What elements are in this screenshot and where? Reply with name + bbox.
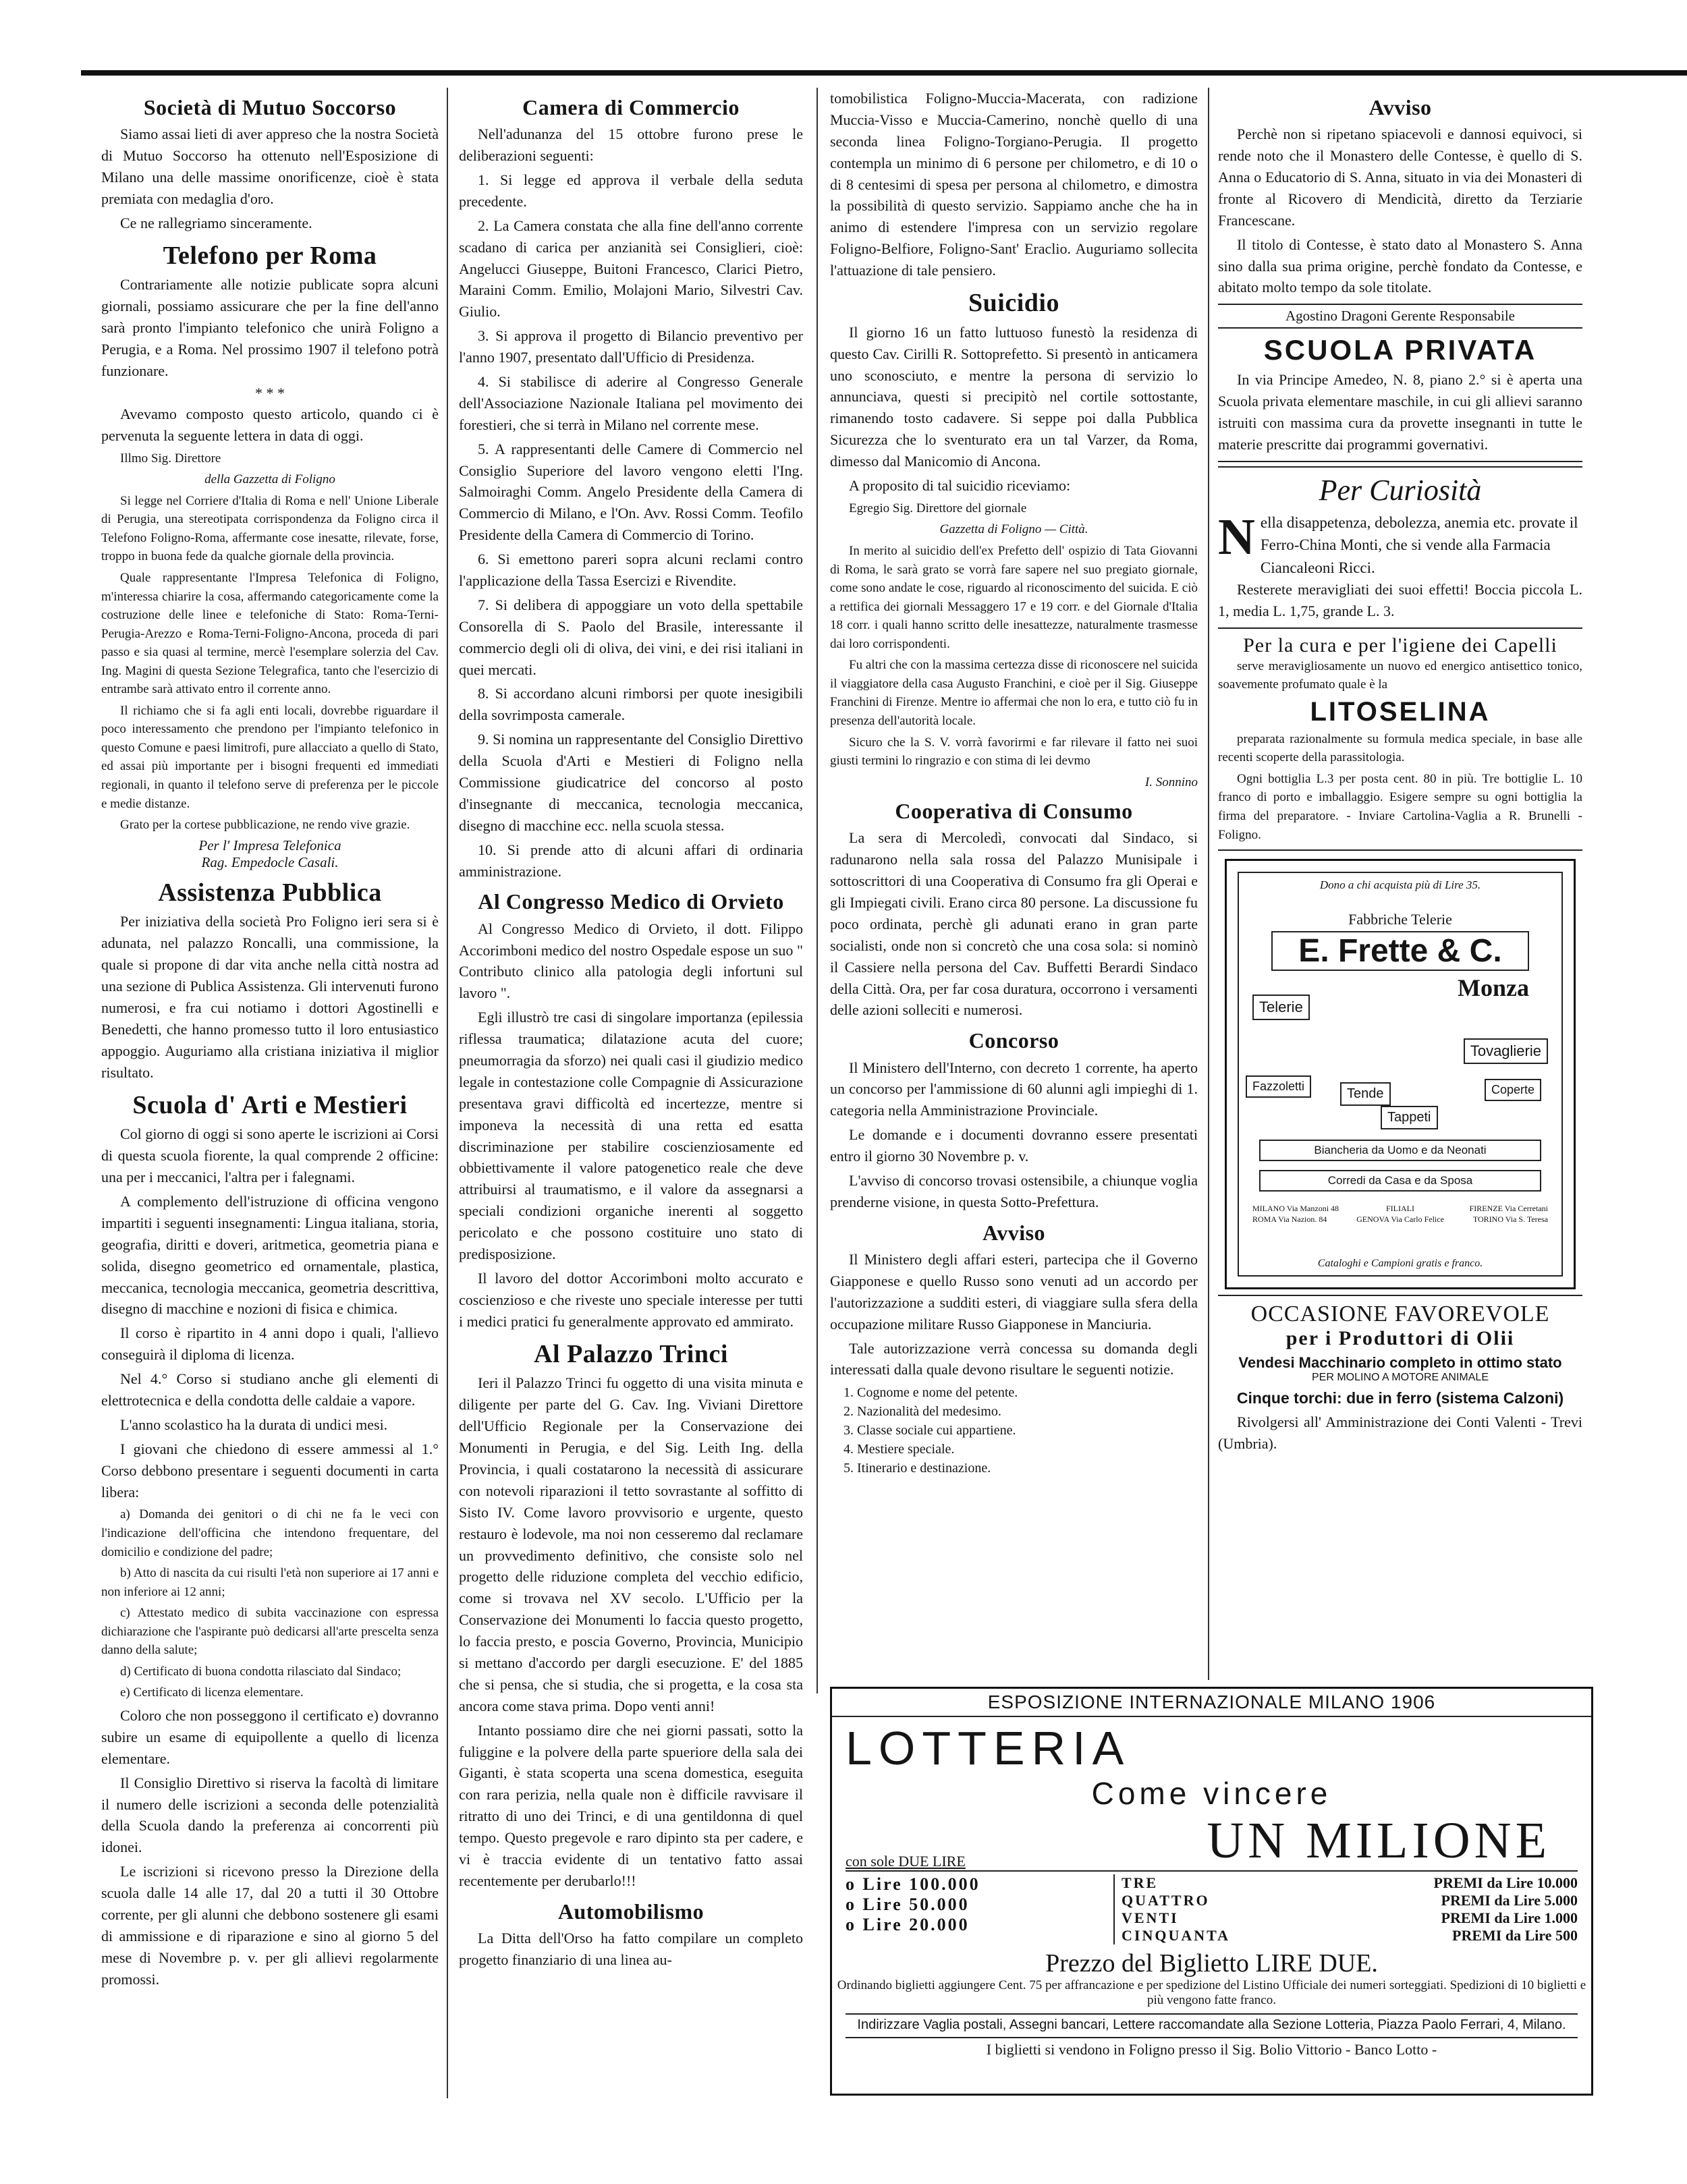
list-item: 9. Si nomina un rappresentante del Consiglio Direttivo della Scuola d'Arti e Mestieri di Foligno nella Commissione giudicatrice del concorso al posto d'insegnante di meccanica, tecnologia meccanica, disegno di macchine ecc. nella scuola stessa. <box>459 731 803 834</box>
milione-row <box>846 1812 1578 1870</box>
article-paragraph: Nell'adunanza del 15 ottobre furono prese le deliberazioni seguenti: <box>459 125 803 165</box>
article-paragraph: Tale autorizzazione verrà concessa su domanda degli interessati dalla quale devono risultare le seguenti notizie. <box>830 1339 1198 1378</box>
ad-title: Per la cura e per l'igiene dei Capelli <box>1243 634 1557 656</box>
article-paragraph: Ieri il Palazzo Trinci fu oggetto di una visita minuta e diligente per parte del G. Cav. Ing. Viviani Direttore dell'Ufficio Regionale per la Conservazione dei Monumenti in Perugia, e del Sig. Leith Ing. della Provincia, i quali costatarono la necessità di assicurare con notevoli riparazioni il tetto sovrastante al soffitto di Sisto IV. Come lavoro provvisorio e urgente, questo restauro è lodevole, ma noi non cesseremo dal reclamare un provvedimento definitivo, che consiste solo nel progetto delle riduzione completa del vecchio edificio, come si trovava nel XV secolo. L'Ufficio per la Conservazione dei Monumenti lo faccia questo progetto, lo faccia presto, e poscia Governo, Provincia, Municipio si mettano d'accordo per dargli esecuzione. E' del 1885 che si pensa, che si studia, che si progetta, e la cosa sta ancora come stava prima. Dopo venti anni! <box>459 1374 803 1714</box>
brand-city: Monza <box>1458 974 1529 1002</box>
ad-price: Prezzo del Biglietto LIRE DUE. <box>1045 1949 1378 1978</box>
list-item: 6. Si emettono pareri sopra alcuni reclami contro l'applicazione della Tassa Esercizi e Rivendite. <box>459 551 803 589</box>
prize-line: o Lire 20.000 <box>846 1915 970 1934</box>
article-paragraph: Il giorno 16 un fatto luttuoso funestò la residenza di questo Cav. Cirilli R. Sottoprefetto. Si presentò in anticamera uno sconosciuto, e mentre la persona di servizio lo annunciava, questi si precipitò nel cortile sottostante, rimanendo tosto cadavere. Si seppe poi dalla Pubblica Sicurezza che lo sventurato era un tal Varzer, da Roma, dimesso dal Manicomio di Ancona. <box>830 323 1198 470</box>
divider <box>1218 627 1582 629</box>
ad-title: SCUOLA PRIVATA <box>1263 334 1537 366</box>
ad-paragraph: Rivolgersi all' Amministrazione dei Conti Valenti - Trevi (Umbria). <box>1218 1413 1582 1452</box>
ad-caption: Cataloghi e Campioni gratis e franco. <box>1317 1258 1483 1270</box>
article-paragraph: Fu altri che con la massima certezza disse di riconoscere nel suicida il viaggiatore della casa Augusto Franchini, e cioè per il Sig. Giuseppe Franchini di Firenze. Mentre io affermai che non lo era, e tutto ciò fu in presenza dell'autorità locale. <box>830 658 1198 728</box>
branch-address: FILIALI <box>1386 1204 1414 1214</box>
asterism: * * * <box>255 384 285 401</box>
ad-title: OCCASIONE FAVOREVOLE <box>1250 1301 1550 1327</box>
article-paragraph: Ce ne rallegriamo sinceramente. <box>120 214 312 231</box>
product-tag: Tovaglierie <box>1464 1038 1548 1064</box>
product-tag: Fazzoletti <box>1246 1075 1311 1098</box>
ad-subtitle: per i Produttori di Olii <box>1285 1327 1515 1350</box>
article-paragraph: Avevamo composto questo articolo, quando ci è pervenuta la seguente lettera in data di oggi. <box>101 405 439 444</box>
article-title: Avviso <box>982 1220 1046 1245</box>
list-item: 5. A rappresentanti delle Camere di Commercio nel Consiglio Superiore del lavoro vengono eletti l'Ing. Salmoiraghi Comm. Angelo Presidente della Camera di Commercio di Milano, e l'On. Avv. Rossi Comm. Teofilo Presidente della Camera di Commercio di Torino. <box>459 440 803 544</box>
list-item: 2. La Camera constata che alla fine dell'anno corrente scadano di carica per anzianità sei Consiglieri, cioè: Angelucci Giuseppe, Buitoni Francesco, Clarici Pietro, Maraini Comm. Emilio, Molajoni Mario, Silvestri Cav. Giulio. <box>459 217 803 320</box>
frette-frame <box>1238 872 1563 1277</box>
prize-count: TRE <box>1122 1874 1159 1891</box>
divider <box>1218 1295 1582 1296</box>
divider <box>1218 849 1582 851</box>
article-paragraph: Perchè non si ripetano spiacevoli e dannosi equivoci, si rende noto che il Monastero delle Contesse, è quello di S. Anna o Educatorio di S. Anna, situato in via dei Monasteri di fronte al Ricovero di Mendicità, diretto da Terziarie Francescane. <box>1218 125 1582 229</box>
article-title: Avviso <box>1368 95 1432 119</box>
article-paragraph: tomobilistica Foligno-Muccia-Macerata, con radizione Muccia-Visso e Muccia-Camerino, nonchè quello di una seconda linea Foligno-Torgiano-Perugia. Il progetto contempla un minimo di 6 persone per chilometro, e di 10 o di 8 centesimi di spesa per persona al chilometro, e dimostra la possibilità di questo servizio. Sappiamo anche che ha in animo di estendere l'impresa con un servizio regolare Foligno-Belfiore, Foligno-Sant' Eraclio. Auguriamo sollecita l'attuazione di tale pensiero. <box>830 90 1198 279</box>
prize-line: PREMI da Lire 1.000 <box>1441 1909 1578 1926</box>
prize-line: PREMI da Lire 500 <box>1452 1927 1578 1944</box>
prize-line: o Lire 100.000 <box>846 1874 980 1894</box>
column-4 <box>1218 88 1582 1457</box>
article-paragraph: Il richiamo che si fa agli enti locali, dovrebbe riguardare il poco interessamento che prendono per l'impianto telefonico in questo Comune e paesi limitrofi, pure allacciato a quello di Stato, ed assai più importante per i bisogni frequenti ed immediati regionali, in quanto il telefono serve di preferenza per le piccole e medie distanze. <box>101 703 439 811</box>
article-paragraph: Col giorno di oggi si sono aperte le iscrizioni ai Corsi di questa scuola fiorente, la qual comprende 2 officine: una per i meccanici, l'altra per i falegnami. <box>101 1125 439 1186</box>
article-paragraph: La Ditta dell'Orso ha fatto compilare un completo progetto finanziario di una linea au- <box>459 1929 803 1968</box>
ad-body <box>1218 508 1582 622</box>
prize-column <box>1113 1874 1302 1944</box>
branch-address: FIRENZE Via Cerretani <box>1469 1204 1548 1214</box>
article-title: Al Palazzo Trinci <box>534 1339 728 1368</box>
ad-title: Per Curiosità <box>1319 473 1482 507</box>
product-tag: Tende <box>1340 1082 1391 1106</box>
letter-address: della Gazzetta di Foligno <box>204 472 335 487</box>
brand-name: E. Frette & C. <box>1271 931 1529 971</box>
product-tag: Biancheria da Uomo e da Neonati <box>1259 1140 1541 1161</box>
article-paragraph: La sera di Mercoledì, convocati dal Sindaco, si radunarono nella sala rossa del Palazzo Munisipale i sottoscrittori di una Cooperativa di Consumo fra gli Operai e gli Impiegati civili. Erano circa 80 persone. La discussione fu poco ordinata, perchè gli adunati erano in gran parte socialisti, onde non si concretò che una cosa sola: si nominò il Cassiere nella persona del Cav. Buffetti Berardi Sindaco della Città. Ora, per far cosa duratura, occorrono i versamenti delle azioni solleciti e numerosi. <box>830 829 1198 1019</box>
ad-caption: Dono a chi acquista più di Lire 35. <box>1319 878 1481 892</box>
list-item: c) Attestato medico di subita vaccinazione con espressa dichiarazione che l'aspirante può dedicarsi all'arte prescelta senza danno della salute; <box>101 1606 439 1658</box>
list-item: e) Certificato di licenza elementare. <box>120 1685 304 1700</box>
article-paragraph: Grato per la cortese pubblicazione, ne rendo vive grazie. <box>120 818 410 833</box>
list-item: 1. Cognome e nome del petente. <box>857 1383 1198 1402</box>
ad-subtitle: Come vincere <box>1091 1776 1332 1811</box>
notice-list <box>857 1383 1198 1478</box>
article-title: Automobilismo <box>557 1899 704 1924</box>
column-divider <box>447 88 448 2098</box>
branch-address: GENOVA Via Carlo Felice <box>1356 1214 1444 1224</box>
article-paragraph: Il lavoro del dottor Accorimboni molto accurato e coscienzioso e che riveste uno speciale interesse per tutti i medici pratici fu generalmente approvato ed ammirato. <box>459 1269 803 1330</box>
signature: I. Sonnino <box>1144 775 1198 789</box>
article-paragraph: Intanto possiamo dire che nei giorni passati, sotto la fuliggine e la polvere della parte spueriore della sala dei Giganti, è stata scoperta una scena domestica, eseguita con rara perizia, nella quale non è difficile ravvisare il ritratto di uno dei Trinci, e di una gentildonna di quel tempo. Questo pregevole e raro dipinto sta per cadere, e vi è traccia evidente di un tentativo fatto assai recentemente per derubarlo!!! <box>459 1721 803 1889</box>
prize-count: CINQUANTA <box>1122 1927 1231 1944</box>
article-paragraph: Coloro che non posseggono il certificato e) dovranno subire un esame di equipollente a quello di licenza elementare. <box>101 1706 439 1767</box>
letter-address: Gazzetta di Foligno — Città. <box>939 522 1088 537</box>
list-item: 7. Si delibera di appoggiare un voto della spettabile Consorella di S. Paolo del Brasile, interessante il commercio degli oli di oliva, dei vini, e dei risi italiani in quei mercati. <box>459 596 803 678</box>
article-paragraph: Il Ministero degli affari esteri, partecipa che il Governo Giapponese e quello Russo sono venuti ad un accordo per l'autorizzazione a sudditi esteri, di viaggiare sulla sfera della occupazione militare Russo Giapponese in Manciuria. <box>830 1250 1198 1333</box>
article-paragraph: Siamo assai lieti di aver appreso che la nostra Società di Mutuo Soccorso ha ottenuto nell'Esposizione di Milano una delle massime onorificenze, cioè è stata premiata con medaglia d'oro. <box>101 125 439 207</box>
ad-line: PER MOLINO A MOTORE ANIMALE <box>1312 1372 1489 1384</box>
top-rule <box>81 70 1687 76</box>
list-item: 10. Si prende atto di alcuni affari di ordinaria amministrazione. <box>459 841 803 880</box>
product-tag: Coperte <box>1485 1079 1541 1101</box>
branch-list <box>1252 1204 1548 1225</box>
ad-note: Ordinando biglietti aggiungere Cent. 75 per affrancazione e per spedizione del Listino Ufficiale dei numeri sorteggiati. Spedizioni di 10 biglietti e più vengono fatte franco. <box>837 1978 1586 2007</box>
branch-address: ROMA Via Nazion. 84 <box>1252 1214 1327 1224</box>
article-paragraph: In merito al suicidio dell'ex Prefetto dell' ospizio di Tata Giovanni di Roma, le sarà grato se vorrà fare sapere nel suo pregiato giornale, come sono andate le cose, riguardo al riconoscimento del suicida. E ciò a rettifica dei giornali Messaggero 17 e 19 corr. e del Giornale d'Italia 18 corr. i quali hanno scritto delle inesattezze, naturalmente trasmesse dai loro corrispondenti. <box>830 544 1198 651</box>
drop-cap: N <box>1218 508 1255 565</box>
list-item: 5. Itinerario e destinazione. <box>857 1459 1198 1478</box>
branch-address: MILANO Via Manzoni 48 <box>1252 1204 1339 1214</box>
column-divider <box>1208 88 1209 1680</box>
column-1 <box>101 88 439 1993</box>
divider <box>1218 461 1582 468</box>
list-item: 4. Mestiere speciale. <box>857 1440 1198 1459</box>
article-title: Suicidio <box>968 289 1059 318</box>
publisher-line: Agostino Dragoni Gerente Responsabile <box>1218 304 1582 329</box>
list-item: b) Atto di nascita da cui risulti l'età non superiore ai 17 anni e non inferiore ai 12 anni; <box>101 1566 439 1599</box>
ad-paragraph: ella disappetenza, debolezza, anemia etc. provate il Ferro-China Monti, che si vende alla Farmacia Ciancaleoni Ricci. <box>1260 513 1578 576</box>
branch-address: TORINO Via S. Teresa <box>1472 1214 1548 1224</box>
article-paragraph: Il titolo di Contesse, è stato dato al Monastero S. Anna sino dalla sua prima origine, perchè fondato da Contesse, e abitato molto tempo da sole titolate. <box>1218 235 1582 296</box>
product-tag: Corredi da Casa e da Sposa <box>1259 1170 1541 1192</box>
signature: Per l' Impresa Telefonica <box>198 837 341 853</box>
product-tag: Telerie <box>1252 995 1310 1020</box>
column-3 <box>830 88 1198 1482</box>
article-paragraph: Le domande e i documenti dovranno essere presentati entro il giorno 30 Novembre p. v. <box>830 1126 1198 1165</box>
article-title: Camera di Commercio <box>522 95 740 119</box>
prize-line: PREMI da Lire 5.000 <box>1441 1892 1578 1909</box>
ad-title: UN MILIONE <box>1207 1812 1551 1869</box>
prize-count: QUATTRO <box>1122 1892 1210 1909</box>
ad-title: LOTTERIA <box>846 1722 1131 1774</box>
ad-caption: Fabbriche Telerie <box>1348 911 1452 928</box>
prize-column <box>846 1874 1113 1944</box>
product-tag: Tappeti <box>1381 1106 1438 1129</box>
ad-footer: I biglietti si vendono in Foligno presso il Sig. Bolio Vittorio - Banco Lotto - <box>846 2037 1578 2059</box>
article-paragraph: Il Consiglio Direttivo si riserva la facoltà di limitare il numero delle iscrizioni a seconda delle potenzialità della Scuola dando la preferenza ai concorrenti più idonei. <box>101 1774 439 1856</box>
ad-line: Vendesi Macchinario completo in ottimo stato <box>1238 1354 1562 1372</box>
article-paragraph: Il Ministero dell'Interno, con decreto 1 corrente, ha aperto un concorso per l'ammissione di 60 alunni agli impieghi di 1. categoria nella Amministrazione Provinciale. <box>830 1059 1198 1119</box>
letter-address: Egregio Sig. Direttore del giornale <box>849 501 1027 515</box>
letter-address: Illmo Sig. Direttore <box>120 451 221 466</box>
article-title: Società di Mutuo Soccorso <box>143 95 397 119</box>
article-paragraph: Sicuro che la S. V. vorrà favorirmi e far rilevare il fatto nei suoi giusti termini lo ringrazio e con stima di lei devmo <box>830 735 1198 768</box>
list-item: 3. Classe sociale cui appartiene. <box>857 1421 1198 1440</box>
article-paragraph: Al Congresso Medico di Orvieto, il dott. Filippo Accorimboni medico del nostro Ospedale espose un suo " Contributo clinico alla patologia degli infortuni sul lavoro ". <box>459 920 803 1002</box>
column-2 <box>459 88 803 1973</box>
article-paragraph: L'anno scolastico ha la durata di undici mesi. <box>120 1416 388 1433</box>
article-title: Scuola d' Arti e Mestieri <box>132 1090 408 1119</box>
list-item: d) Certificato di buona condotta rilasciato dal Sindaco; <box>120 1664 402 1679</box>
lottery-advertisement <box>830 1687 1593 2096</box>
list-item: 2. Nazionalità del medesimo. <box>857 1402 1198 1421</box>
brand-name: LITOSELINA <box>1310 696 1491 727</box>
article-title: Cooperativa di Consumo <box>895 799 1133 824</box>
column-divider <box>817 88 818 1693</box>
article-title: Al Congresso Medico di Orvieto <box>478 889 784 914</box>
article-paragraph: I giovani che chiedono di essere ammessi al 1.° Corso debbono presentare i seguenti documenti in carta libera: <box>101 1440 439 1501</box>
article-paragraph: Quale rappresentante l'Impresa Telefonica di Foligno, m'interessa chiarire la cosa, affermando categoricamente come la costruzione delle linee e telefoniche di Stato: Roma-Terni-Perugia-Arezzo e Roma-Terni-Foligno-Ancona, proceda di pari passo e sia quasi al termine, mercè l'esemplare solerzia del Cav. Ing. Magini di questa Sezione Telegrafica, tanto che l'esercizio di entrambe sarà attivato entro il corrente anno. <box>101 570 439 697</box>
article-paragraph: Il corso è ripartito in 4 anni dopo i quali, l'allievo conseguirà il diploma di licenza. <box>101 1324 439 1364</box>
signature: Rag. Empedocle Casali. <box>201 853 339 870</box>
list-item: a) Domanda dei genitori o di chi ne fa le veci con l'indicazione dell'officina che intendono frequentare, del domicilio e condizione del padre; <box>101 1507 439 1559</box>
article-paragraph: L'avviso di concorso trovasi ostensibile, a chiunque voglia prenderne visione, in questa Sotto-Prefettura. <box>830 1171 1198 1210</box>
article-paragraph: A proposito di tal suicidio riceviamo: <box>849 477 1071 495</box>
article-paragraph: A complemento dell'istruzione di officina vengono impartiti i seguenti insegnamenti: Lingua italiana, storia, geografia, diritti e doveri, aritmetica, geometria piana e solida, disegno geometrico ed ornamentale, plastica, meccanica, tecnologia meccanica, geometria descrittiva, disegno di macchine e nozioni di fisica e chimica. <box>101 1193 439 1318</box>
list-item: 3. Si approva il progetto di Bilancio preventivo per l'anno 1907, presentato dall'Ufficio di Presidenza. <box>459 327 803 366</box>
frette-advertisement <box>1225 859 1576 1289</box>
ad-address: Indirizzare Vaglia postali, Assegni bancari, Lettere raccomandate alla Sezione Lotteria, Piazza Paolo Ferrari, 4, Milano. <box>846 2013 1578 2033</box>
ad-paragraph: Resterete meravigliati dei suoi effetti! Boccia piccola L. 1, media L. 1,75, grande L. 3. <box>1218 580 1582 619</box>
prize-table <box>846 1870 1578 1944</box>
article-title: Assistenza Pubblica <box>158 878 382 907</box>
ad-line: Cinque torchi: due in ferro (sistema Calzoni) <box>1236 1389 1564 1407</box>
prize-column <box>1302 1874 1578 1944</box>
prize-count: VENTI <box>1122 1909 1179 1926</box>
article-title: Concorso <box>968 1028 1059 1053</box>
ad-header: ESPOSIZIONE INTERNAZIONALE MILANO 1906 <box>832 1689 1591 1717</box>
ad-paragraph: serve meravigliosamente un nuovo ed energico antisettico tonico, soavemente profumato quale è la <box>1218 659 1582 692</box>
list-item: 4. Si stabilisce di aderire al Congresso Generale dell'Associazione Nazionale Italiana pel movimento dei forestieri, che si terrà in Milano nel corrente mese. <box>459 372 803 433</box>
article-paragraph: Nel 4.° Corso si studiano anche gli elementi di elettrotecnica e della condotta delle caldaie a vapore. <box>101 1370 439 1409</box>
ad-paragraph: In via Principe Amedeo, N. 8, piano 2.° si è aperta una Scuola privata elementare maschile, in cui gli allievi saranno istruiti con massima cura da provette insegnanti in tutte le materie prescritte dai programmi governativi. <box>1218 371 1582 453</box>
article-paragraph: Contrariamente alle notizie publicate sopra alcuni giornali, possiamo assicurare che per la fine dell'anno sarà pronto l'impianto telefonico che unirà Foligno a Perugia, e a Roma. Nel prossimo 1907 il telefono potrà funzionare. <box>101 276 439 379</box>
article-paragraph: Le iscrizioni si ricevono presso la Direzione della scuola dalle 14 alle 17, dal 20 a tutti il 30 Ottobre corrente, per gli alunni che debbono sostenere gli esami di ammissione e di riparazione e sino al giorno 5 del mese di Novembre p. v. per gli allievi regolarmente promossi. <box>101 1863 439 1988</box>
prize-line: o Lire 50.000 <box>846 1895 970 1914</box>
ad-line: con sole DUE LIRE <box>846 1853 966 1870</box>
article-title: Telefono per Roma <box>163 241 377 270</box>
ad-paragraph: preparata razionalmente su formula medica speciale, in base alle recenti scoperte della parassitologia. <box>1218 731 1582 765</box>
article-paragraph: Si legge nel Corriere d'Italia di Roma e nell' Unione Liberale di Perugia, una stereotipata corrispondenza da Foligno circa il Telefono Foligno-Roma, affermante cose inesatte, rilevate, forse, troppo in buona fede da qualche giornale della provincia. <box>101 493 439 564</box>
list-item: 1. Si legge ed approva il verbale della seduta precedente. <box>459 171 803 210</box>
list-item: 8. Si accordano alcuni rimborsi per quote inesigibili della sovrimposta camerale. <box>459 685 803 724</box>
article-paragraph: Per iniziativa della società Pro Foligno ieri sera si è adunata, nel palazzo Roncalli, una commissione, la quale si propone di dar vita anche nella città nostra ad una sezione di Publica Assistenza. Gli intervenuti furono numerosi, e fra cui notiamo i dottori Agostinelli e Benedetti, che hanno promesso tutto il loro entusiastico appoggio. Auguriamo alla cristiana iniziativa il miglior risultato. <box>101 913 439 1081</box>
article-paragraph: Egli illustrò tre casi di singolare importanza (epilessia riflessa traumatica; dilatazione acuta del cuore; pneumorragia da sforzo) nei quali casi il giudizio medico legale in contestazione colle Compagnie di Assicurazione presentava gravi difficoltà ed incertezze, mentre si imponeva la necessità di una retta ed esatta discriminazione per stabilire coscienziosamente ed obbiettivamente il valore patogenetico reale che deve attribuirsi al traumatismo, e il valore da assegnarsi a speciali condizioni organiche inerenti al soggetto pericolato e che possono costituire uno stato di predisposizione. <box>459 1009 803 1263</box>
prize-line: PREMI da Lire 10.000 <box>1433 1874 1578 1891</box>
ad-paragraph: Ogni bottiglia L.3 per posta cent. 80 in più. Tre bottiglie L. 10 franco di porto e imballaggio. Esigere sempre su ogni bottiglia la firma del preparatore. - Inviare Cartolina-Vaglia a R. Brunelli - Foligno. <box>1218 771 1582 842</box>
